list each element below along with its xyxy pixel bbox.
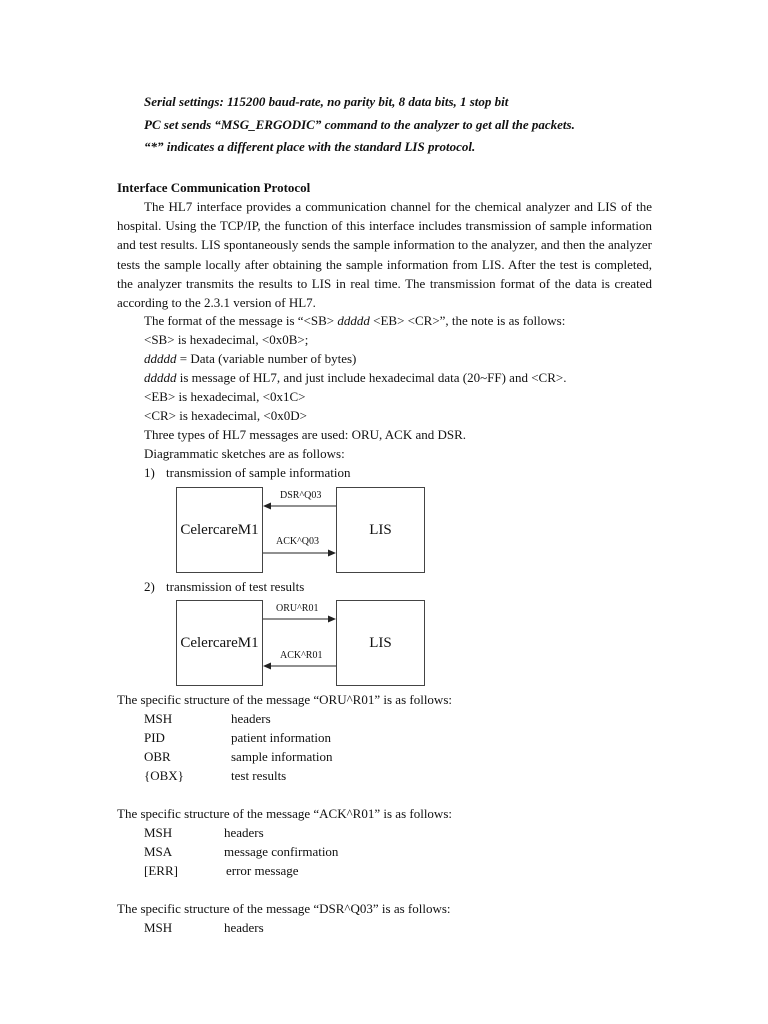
diagram-1-arrow-left [263,500,337,512]
segment-desc: error message [226,863,299,878]
diagram-1-arrow-right [263,547,337,559]
segment-desc: headers [231,711,271,726]
diagram-2-arrow-right [263,613,337,625]
diagram-1-left-box: CelercareM1 [176,487,263,573]
sketch-line: Diagrammatic sketches are as follows: [144,446,345,461]
diagram-2-right-box: LIS [336,600,425,686]
diagram-1-right-box: LIS [336,487,425,573]
section-heading: Interface Communication Protocol [117,180,311,195]
segment-code: PID [144,730,165,745]
segment-desc: message confirmation [224,844,339,859]
intro-paragraph: The HL7 interface provides a communication channel for the chemical analyzer and LIS of the hospital. Using the TCP/IP, the function of this interface includes transmission of sample information and test results. LIS spontaneously sends the sample information to the analyzer, and then the analyzer tests the sample locally after obtaining the sample information from LIS. After the test is completed, the analyzer transmits the results to LIS in real time. The transmission format of the data is created according to the 2.3.1 version of HL7. [117,199,652,311]
note-serial-settings: Serial settings: 115200 baud-rate, no parity bit, 8 data bits, 1 stop bit [144,94,509,109]
segment-code: [ERR] [144,863,178,878]
segment-code: MSH [144,711,173,726]
diagram-1-caption: 1) transmission of sample information [144,465,351,480]
segment-code: MSH [144,825,173,840]
note-asterisk: “*” indicates a different place with the standard LIS protocol. [144,139,476,154]
diagram-2-arrow-left [263,660,337,672]
segment-desc: headers [224,825,264,840]
diagram-1-bottom-label: ACK^Q03 [276,536,320,547]
cr-line: <CR> is hexadecimal, <0x0D> [144,408,307,423]
types-line: Three types of HL7 messages are used: ORU, ACK and DSR. [144,427,467,442]
format-line: The format of the message is “<SB> ddddd <EB> <CR>”, the note is as follows: [144,313,566,328]
segment-desc: test results [231,768,287,783]
diagram-2-top-label: ORU^R01 [276,603,319,614]
diagram-1-top-label: DSR^Q03 [280,490,322,501]
diagram-2-bottom-label: ACK^R01 [280,650,323,661]
eb-line: <EB> is hexadecimal, <0x1C> [144,389,306,404]
segment-desc: sample information [231,749,333,764]
structure-dsr-title: The specific structure of the message “DSR^Q03” is as follows: [117,901,451,916]
segment-desc: patient information [231,730,332,745]
segment-desc: headers [224,920,264,935]
segment-code: MSH [144,920,173,935]
diagram-2-caption: 2) transmission of test results [144,579,305,594]
structure-ack-title: The specific structure of the message “ACK^R01” is as follows: [117,806,452,821]
data-line: ddddd = Data (variable number of bytes) [144,351,357,366]
sb-line: <SB> is hexadecimal, <0x0B>; [144,332,309,347]
structure-oru-title: The specific structure of the message “ORU^R01” is as follows: [117,692,452,707]
segment-code: OBR [144,749,171,764]
segment-code: MSA [144,844,173,859]
segment-code: {OBX} [144,768,184,783]
hl7-line: ddddd is message of HL7, and just include hexadecimal data (20~FF) and <CR>. [144,370,567,385]
diagram-2-left-box: CelercareM1 [176,600,263,686]
note-msg-ergodic: PC set sends “MSG_ERGODIC” command to the analyzer to get all the packets. [144,117,575,132]
